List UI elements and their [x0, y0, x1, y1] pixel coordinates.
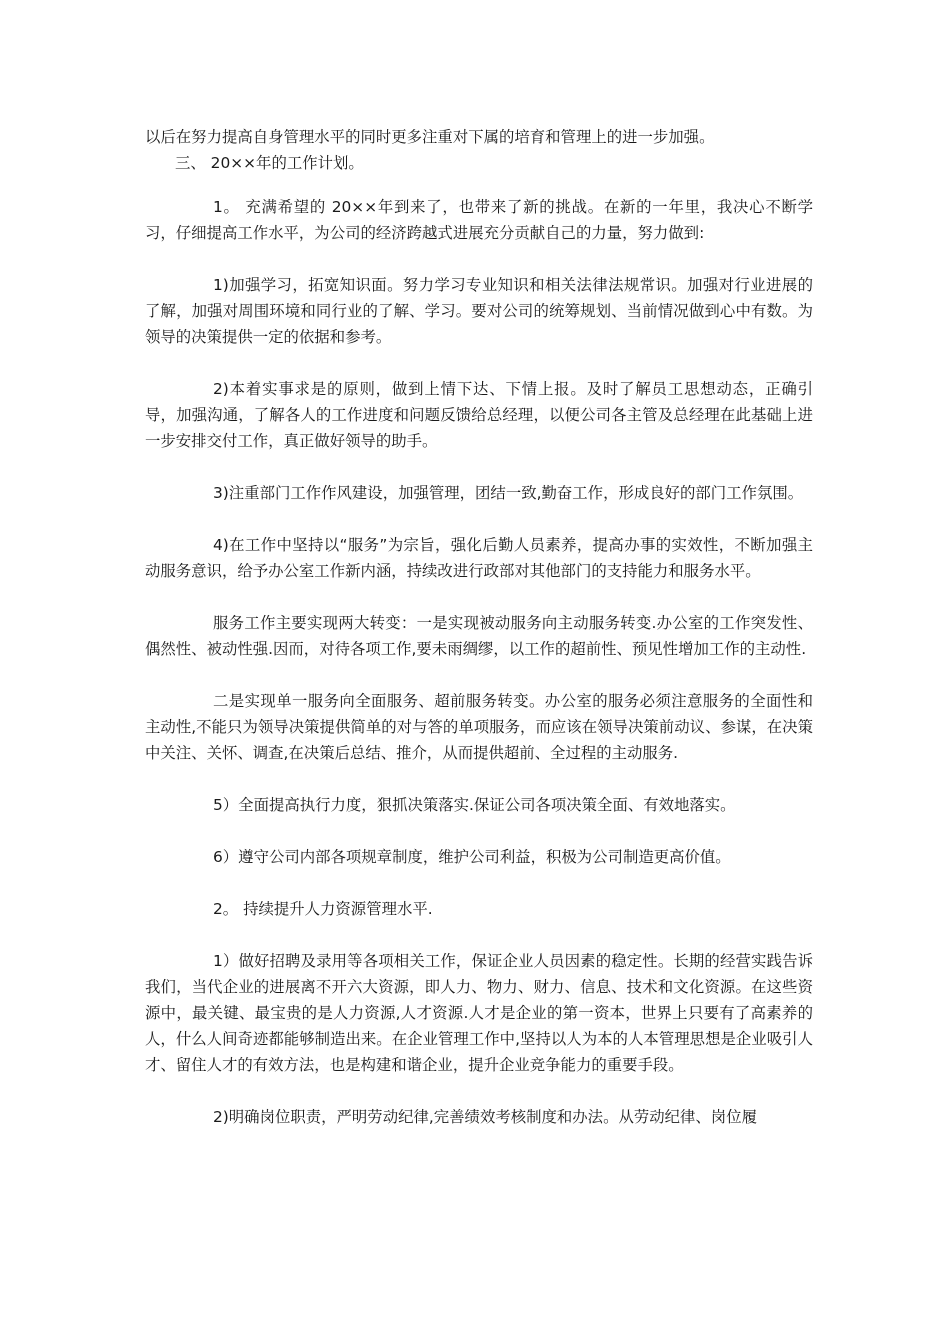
paragraph-subitem-3: 3)注重部门工作作风建设，加强管理，团结一致,勤奋工作，形成良好的部门工作氛围。: [213, 484, 804, 502]
paragraph-hr-subitem-1: 1）做好招聘及录用等各项相关工作，保证企业人员因素的稳定性。长期的经营实践告诉我们，当代企业的进展离不开六大资源，即人力、物力、财力、信息、技术和文化资源。在这些资源中，最关键、最宝贵的是人力资源,人才资源.人才是企业的第一资本，世界上只要有了高素养的人，什么人间奇迹都能够制造出来。在企业管理工作中,坚持以人为本的人本管理思想是企业吸引人才、留住人才的有效方法，也是构建和谐企业，提升企业竞争能力的重要手段。: [145, 952, 813, 1074]
paragraph-hr-subitem-2: 2)明确岗位职责，严明劳动纪律,完善绩效考核制度和办法。从劳动纪律、岗位履: [213, 1108, 757, 1126]
paragraph-subitem-6: 6）遵守公司内部各项规章制度，维护公司利益，积极为公司制造更高价值。: [213, 848, 731, 866]
paragraph-subitem-1: 1)加强学习，拓宽知识面。努力学习专业知识和相关法律法规常识。加强对行业进展的了解，加强对周围环境和同行业的了解、学习。要对公司的统筹规划、当前情况做到心中有数。为领导的决策提供一定的依据和参考。: [145, 276, 813, 346]
paragraph-item-1: 1。 充满希望的 20××年到来了，也带来了新的挑战。在新的一年里，我决心不断学习，仔细提高工作水平，为公司的经济跨越式进展充分贡献自己的力量，努力做到:: [145, 198, 813, 242]
paragraph-service-transform-1: 服务工作主要实现两大转变：一是实现被动服务向主动服务转变.办公室的工作突发性、偶然性、被动性强.因而，对待各项工作,要未雨绸缪，以工作的超前性、预见性增加工作的主动性.: [145, 614, 813, 658]
paragraph-continuation: 以后在努力提高自身管理水平的同时更多注重对下属的培育和管理上的进一步加强。: [145, 128, 715, 146]
paragraph-subitem-4: 4)在工作中坚持以“服务”为宗旨，强化后勤人员素养，提高办事的实效性，不断加强主动服务意识，给予办公室工作新内涵，持续改进行政部对其他部门的支持能力和服务水平。: [145, 536, 813, 580]
document-body: [145, 124, 813, 1130]
paragraph-subitem-5: 5）全面提高执行力度，狠抓决策落实.保证公司各项决策全面、有效地落实。: [213, 796, 736, 814]
section-heading-work-plan: 三、 20××年的工作计划。: [175, 154, 364, 172]
paragraph-service-transform-2: 二是实现单一服务向全面服务、超前服务转变。办公室的服务必须注意服务的全面性和主动性,不能只为领导决策提供简单的对与答的单项服务，而应该在领导决策前动议、参谋，在决策中关注、关怀、调查,在决策后总结、推介，从而提供超前、全过程的主动服务.: [145, 692, 813, 762]
paragraph-subitem-2: 2)本着实事求是的原则，做到上情下达、下情上报。及时了解员工思想动态，正确引导，加强沟通，了解各人的工作进度和问题反馈给总经理，以便公司各主管及总经理在此基础上进一步安排交付工作，真正做好领导的助手。: [145, 380, 813, 450]
paragraph-item-2: 2。 持续提升人力资源管理水平.: [213, 900, 433, 918]
